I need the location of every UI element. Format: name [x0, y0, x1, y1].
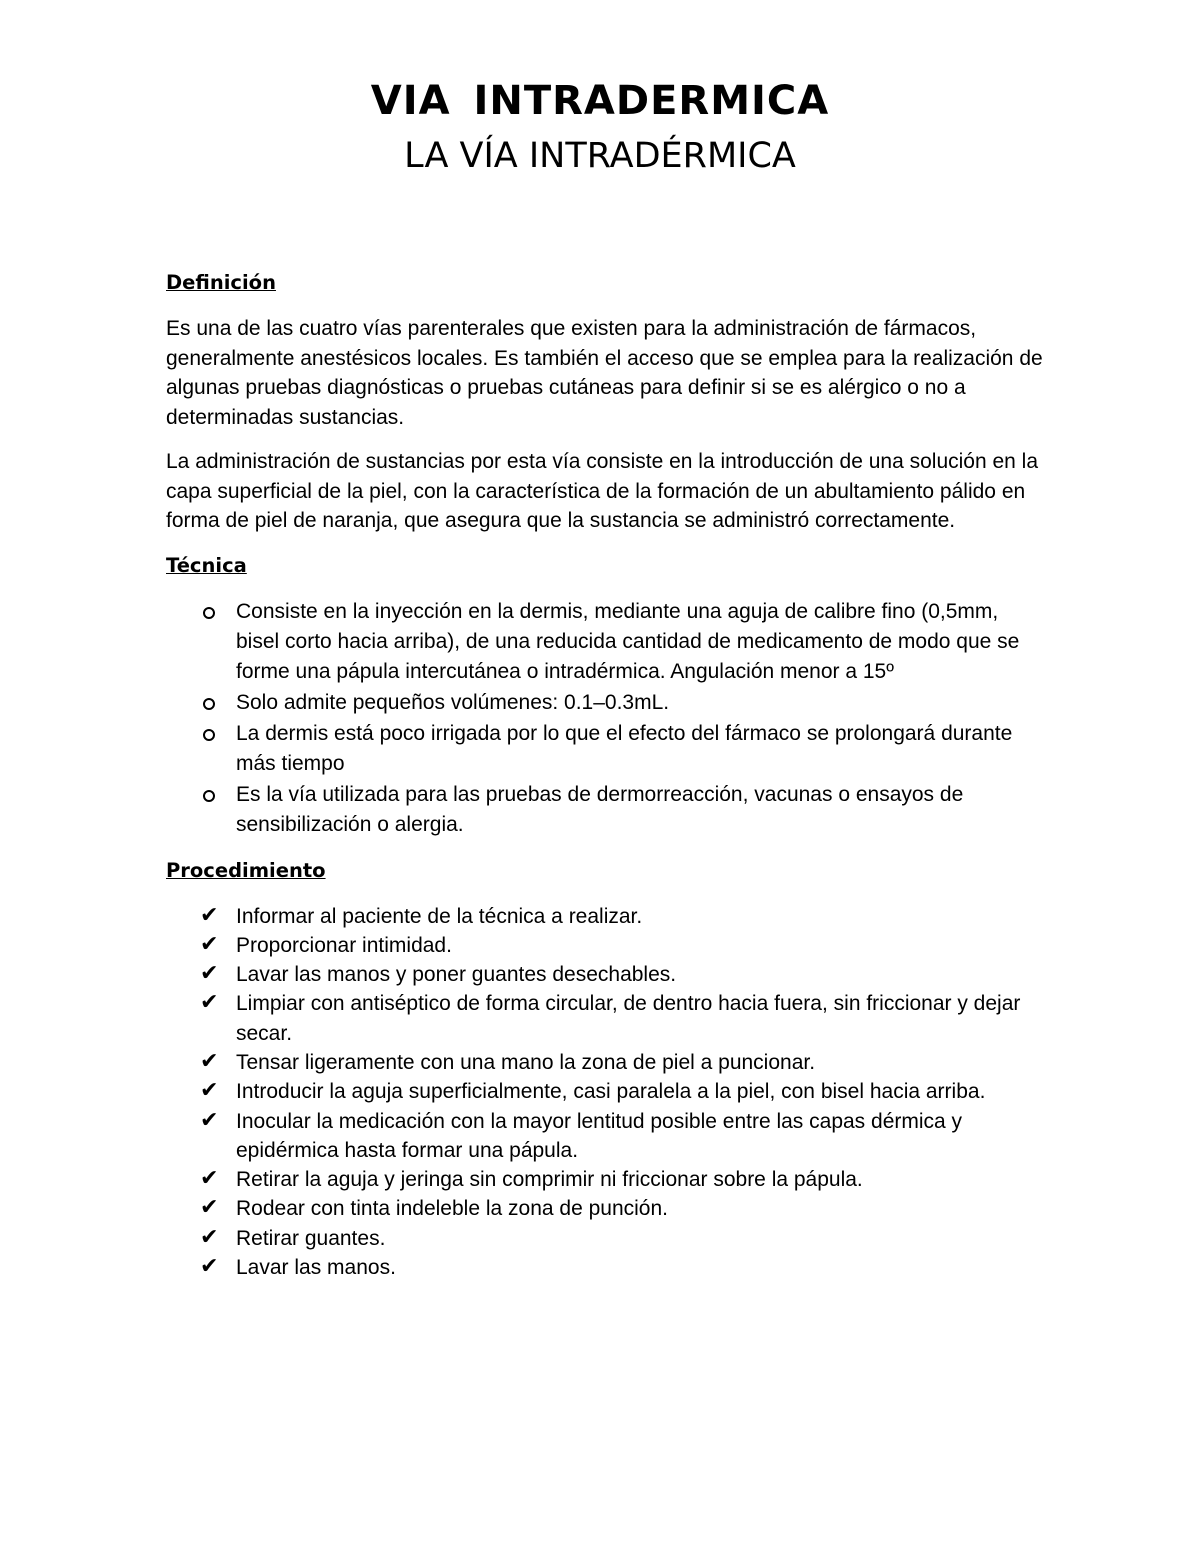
- list-item-text: Tensar ligeramente con una mano la zona de piel a puncionar.: [236, 1050, 816, 1074]
- list-item-text: Retirar la aguja y jeringa sin comprimir ni friccionar sobre la pápula.: [236, 1168, 863, 1192]
- definition-paragraph-2: La administración de sustancias por esta vía consiste en la introducción de una solución en la capa superficial de la piel, con la característica de la formación de un abultamiento pálido en forma de piel de naranja, que asegura que la sustancia se administró correctamente.: [166, 450, 1039, 532]
- procedimiento-list: [166, 902, 1046, 1283]
- list-item: [166, 1048, 1046, 1077]
- section-heading-definicion: Definición: [166, 271, 276, 294]
- list-item: [166, 688, 1046, 718]
- checkmark-icon: ✔: [200, 1224, 219, 1250]
- list-item-text: Lavar las manos y poner guantes desechables.: [236, 963, 677, 987]
- list-item: [166, 1077, 1046, 1106]
- list-item: [166, 780, 1046, 840]
- list-item-text: Retirar guantes.: [236, 1226, 386, 1250]
- list-item-text: Proporcionar intimidad.: [236, 933, 452, 957]
- page-subtitle: LA VÍA INTRADÉRMICA: [404, 136, 796, 176]
- circle-bullet-icon: [203, 729, 215, 741]
- tecnica-list: [166, 597, 1046, 840]
- list-item-text: Consiste en la inyección en la dermis, mediante una aguja de calibre fino (0,5mm, bisel corto hacia arriba), de una reducida cantidad de medicamento de modo que se forme una pápula intercutánea o intradérmica. Angulación menor a 15º: [236, 599, 1020, 683]
- list-item: [166, 597, 1046, 687]
- list-item-text: Informar al paciente de la técnica a realizar.: [236, 904, 643, 928]
- list-item: [166, 960, 1046, 989]
- list-item-text: Introducir la aguja superficialmente, casi paralela a la piel, con bisel hacia arriba.: [236, 1080, 986, 1104]
- checkmark-icon: ✔: [200, 1048, 219, 1074]
- list-item-text: Rodear con tinta indeleble la zona de punción.: [236, 1197, 668, 1221]
- checkmark-icon: ✔: [200, 931, 219, 957]
- checkmark-icon: ✔: [200, 1166, 219, 1192]
- list-item: [166, 1165, 1046, 1194]
- list-item: [166, 719, 1046, 779]
- circle-bullet-icon: [203, 698, 215, 710]
- page-title: VIA INTRADERMICA: [370, 78, 830, 124]
- checkmark-icon: ✔: [200, 1195, 219, 1221]
- section-heading-procedimiento: Procedimiento: [166, 858, 326, 882]
- list-item: [166, 989, 1046, 1048]
- checkmark-icon: ✔: [200, 990, 219, 1016]
- list-item-text: Limpiar con antiséptico de forma circular, de dentro hacia fuera, sin friccionar y dejar secar.: [236, 992, 1021, 1045]
- definition-paragraph-1: Es una de las cuatro vías parenterales que existen para la administración de fármacos, generalmente anestésicos locales. Es también el acceso que se emplea para la realización de algunas pruebas diagnósticas o pruebas cutáneas para definir si se es alérgico o no a determinadas sustancias.: [166, 317, 1043, 429]
- list-item-text: Es la vía utilizada para las pruebas de dermorreacción, vacunas o ensayos de sensibilización o alergia.: [236, 782, 964, 836]
- list-item-text: Inocular la medicación con la mayor lentitud posible entre las capas dérmica y epidérmica hasta formar una pápula.: [236, 1109, 963, 1162]
- section-heading-tecnica: Técnica: [166, 553, 247, 577]
- list-item: [166, 1253, 1046, 1282]
- list-item: [166, 931, 1046, 960]
- checkmark-icon: ✔: [200, 1078, 219, 1104]
- checkmark-icon: ✔: [200, 1254, 219, 1280]
- document-body: [166, 268, 1046, 1282]
- list-item-text: Solo admite pequeños volúmenes: 0.1–0.3mL.: [236, 690, 670, 714]
- checkmark-icon: ✔: [200, 902, 219, 928]
- checkmark-icon: ✔: [200, 1107, 219, 1133]
- list-item-text: Lavar las manos.: [236, 1256, 396, 1280]
- circle-bullet-icon: [203, 790, 215, 802]
- list-item: [166, 1224, 1046, 1253]
- circle-bullet-icon: [203, 607, 215, 619]
- list-item-text: La dermis está poco irrigada por lo que el efecto del fármaco se prolongará durante más tiempo: [236, 721, 1013, 775]
- list-item: [166, 902, 1046, 931]
- checkmark-icon: ✔: [200, 961, 219, 987]
- list-item: [166, 1107, 1046, 1166]
- list-item: [166, 1194, 1046, 1223]
- title-block: [0, 76, 1200, 178]
